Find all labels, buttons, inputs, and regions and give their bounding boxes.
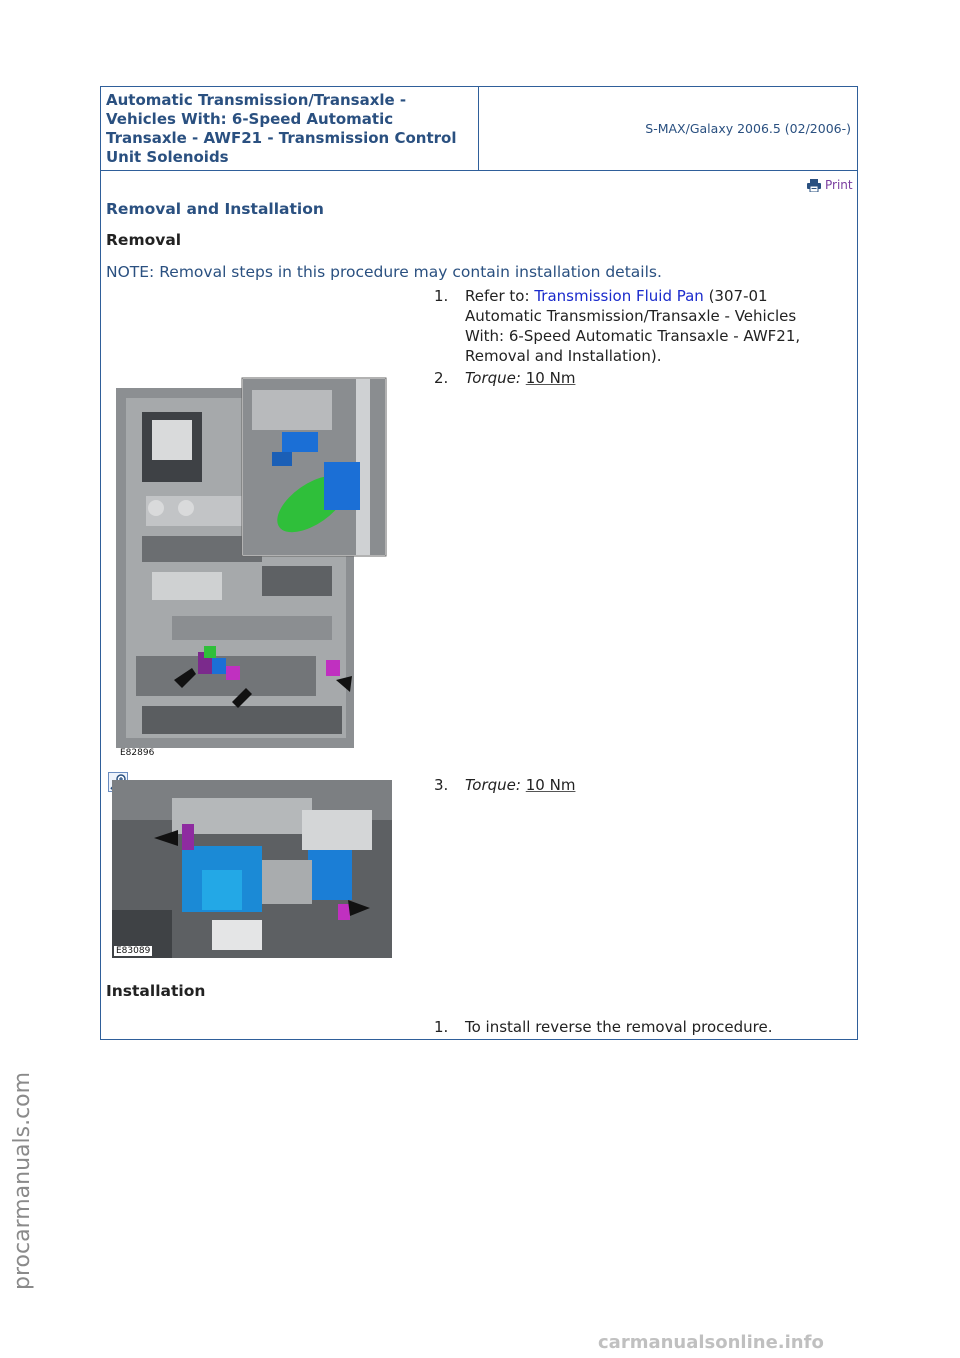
removal-step-2 — [434, 368, 834, 390]
printer-icon — [807, 179, 821, 192]
photo-label-1: E82896 — [120, 748, 155, 758]
step-text — [465, 775, 835, 795]
removal-step-3 — [434, 775, 834, 797]
torque-label: Torque: — [465, 776, 521, 794]
step-text — [465, 368, 835, 388]
torque-label: Torque: — [465, 369, 521, 387]
step-number: 2. — [434, 369, 449, 387]
header-title-cell — [101, 87, 479, 171]
step-text-post: (307-01 Automatic Transmission/Transaxle - Vehicles With: 6-Speed Automatic Transaxle - AWF21, Removal and Installation). — [465, 287, 801, 365]
step-text: To install reverse the removal procedure. — [465, 1018, 773, 1036]
step-number: 3. — [434, 776, 449, 794]
step-text-pre: Refer to: — [465, 287, 535, 305]
transmission-fluid-pan-link[interactable]: Transmission Fluid Pan — [534, 287, 704, 305]
installation-step-1 — [434, 1017, 834, 1039]
torque-value: 10 Nm — [525, 369, 576, 387]
solenoid-photo-2 — [112, 780, 392, 958]
removal-note: NOTE: Removal steps in this procedure may contain installation details. — [106, 263, 662, 281]
installation-heading: Installation — [106, 982, 206, 1000]
step-number: 1. — [434, 1018, 449, 1036]
step-number: 1. — [434, 287, 449, 305]
side-watermark: procarmanuals.com — [10, 1071, 35, 1290]
section-title: Removal and Installation — [106, 200, 324, 218]
solenoid-photo-1 — [112, 376, 392, 764]
header-vehicle-cell — [479, 87, 857, 171]
torque-value: 10 Nm — [525, 776, 576, 794]
photo-label-2: E83089 — [116, 946, 151, 956]
bottom-watermark: carmanualsonline.info — [598, 1332, 824, 1353]
page-title: Automatic Transmission/Transaxle - Vehicles With: 6-Speed Automatic Transaxle - AWF21 - Transmission Control Unit Solenoids — [106, 91, 457, 166]
removal-heading: Removal — [106, 231, 182, 249]
vehicle-label: S-MAX/Galaxy 2006.5 (02/2006-) — [645, 121, 851, 136]
print-label: Print — [825, 178, 853, 192]
removal-step-1 — [434, 286, 834, 368]
print-button[interactable] — [807, 178, 853, 192]
step-text — [465, 286, 835, 366]
